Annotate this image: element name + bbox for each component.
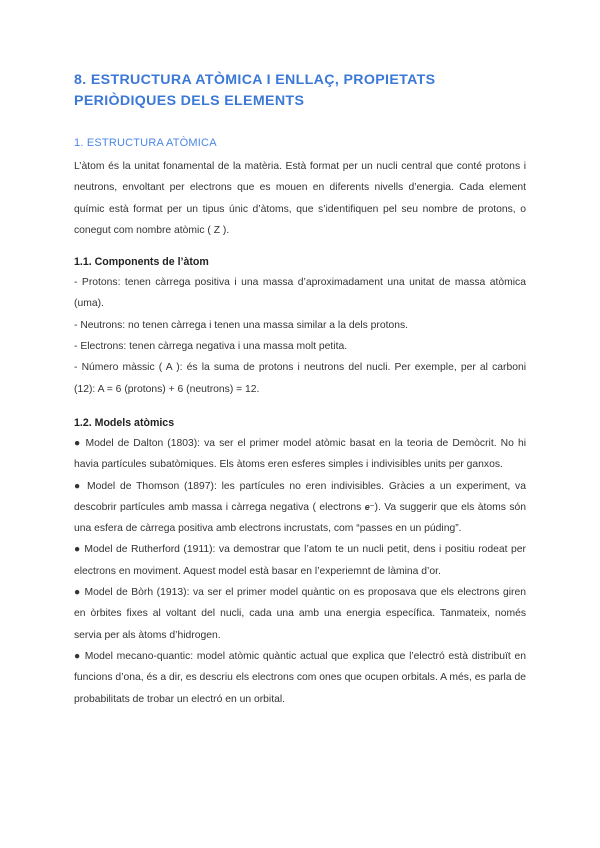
intro-paragraph: L’àtom és la unitat fonamental de la matèria. Està format per un nucli central que conté protons i neutrons, envoltant per electrons que es mouen en diferents nivells d’energia. Cada element químic està format per un tipus únic d’àtoms, que s’identifiquen pel seu nombre de protons, o conegut com nombre atòmic ( Z ).: [74, 161, 526, 236]
title-line-1: 8. ESTRUCTURA ATÒMICA I ENLLAÇ, PROPIETATS: [74, 72, 436, 88]
model-bohr: ● Model de Bòrh (1913): va ser el primer model quàntic on es proposava que els electrons giren en òrbites fixes al voltant del nucli, cada una amb una energia específica. Tanmateix, només servia per als àtoms d’hidrogen.: [74, 587, 526, 641]
model-thomson: [74, 476, 526, 540]
subheading-models: 1.2. Models atòmics: [74, 416, 175, 429]
list-item-neutrons: - Neutrons: no tenen càrrega i tenen una massa similar a la dels protons.: [74, 319, 409, 331]
thomson-text-a: ● Model de Thomson (1897): les partícules no eren indivisibles. Gràcies a un experiment, va descobrir partícules amb massa i càrrega negativa ( electrons: [74, 480, 526, 513]
model-dalton: ● Model de Dalton (1803): va ser el primer model atòmic basat en la teoria de Demòcrit. No hi havia partícules subatòmiques. Els àtoms eren esferes simples i indivisibles units per ganxos.: [74, 437, 526, 471]
thomson-text-b: ). Va suggerir que els àtoms són una esfera de càrrega positiva amb electrons incrustats, com “passes en un púding”.: [74, 501, 526, 535]
section-heading-estructura: 1. ESTRUCTURA ATÒMICA: [74, 137, 217, 149]
page-title: [74, 70, 526, 112]
list-item-protons: - Protons: tenen càrrega positiva i una massa d’aproximadament una unitat de massa atòmica (uma).: [74, 277, 526, 310]
list-item-electrons: - Electrons: tenen càrrega negativa i una massa molt petita.: [74, 341, 348, 353]
list-item-numero-massic: - Número màssic ( A ): és la suma de protons i neutrons del nucli. Per exemple, per al carboni (12): A = 6 (protons) + 6 (neutrons) = 12.: [74, 362, 526, 395]
title-line-2: PERIÒDIQUES DELS ELEMENTS: [74, 93, 305, 109]
model-quantum: ● Model mecano-quantic: model atòmic quàntic actual que explica que l’electró està distribuït en funcions d’ona, és a dir, es descriu els electrons com ones que ocupen orbitals. A més, es parla de probabilitats de trobar un electró en un orbital.: [74, 650, 526, 705]
electron-symbol: e⁻: [364, 501, 375, 512]
subheading-components: 1.1. Components de l’àtom: [74, 256, 209, 269]
model-rutherford: ● Model de Rutherford (1911): va demostrar que l’atom te un nucli petit, dens i positiu rodeat per electrons en moviment. Aquest model està basar en l’experiemnt de làmina d’or.: [74, 544, 526, 577]
